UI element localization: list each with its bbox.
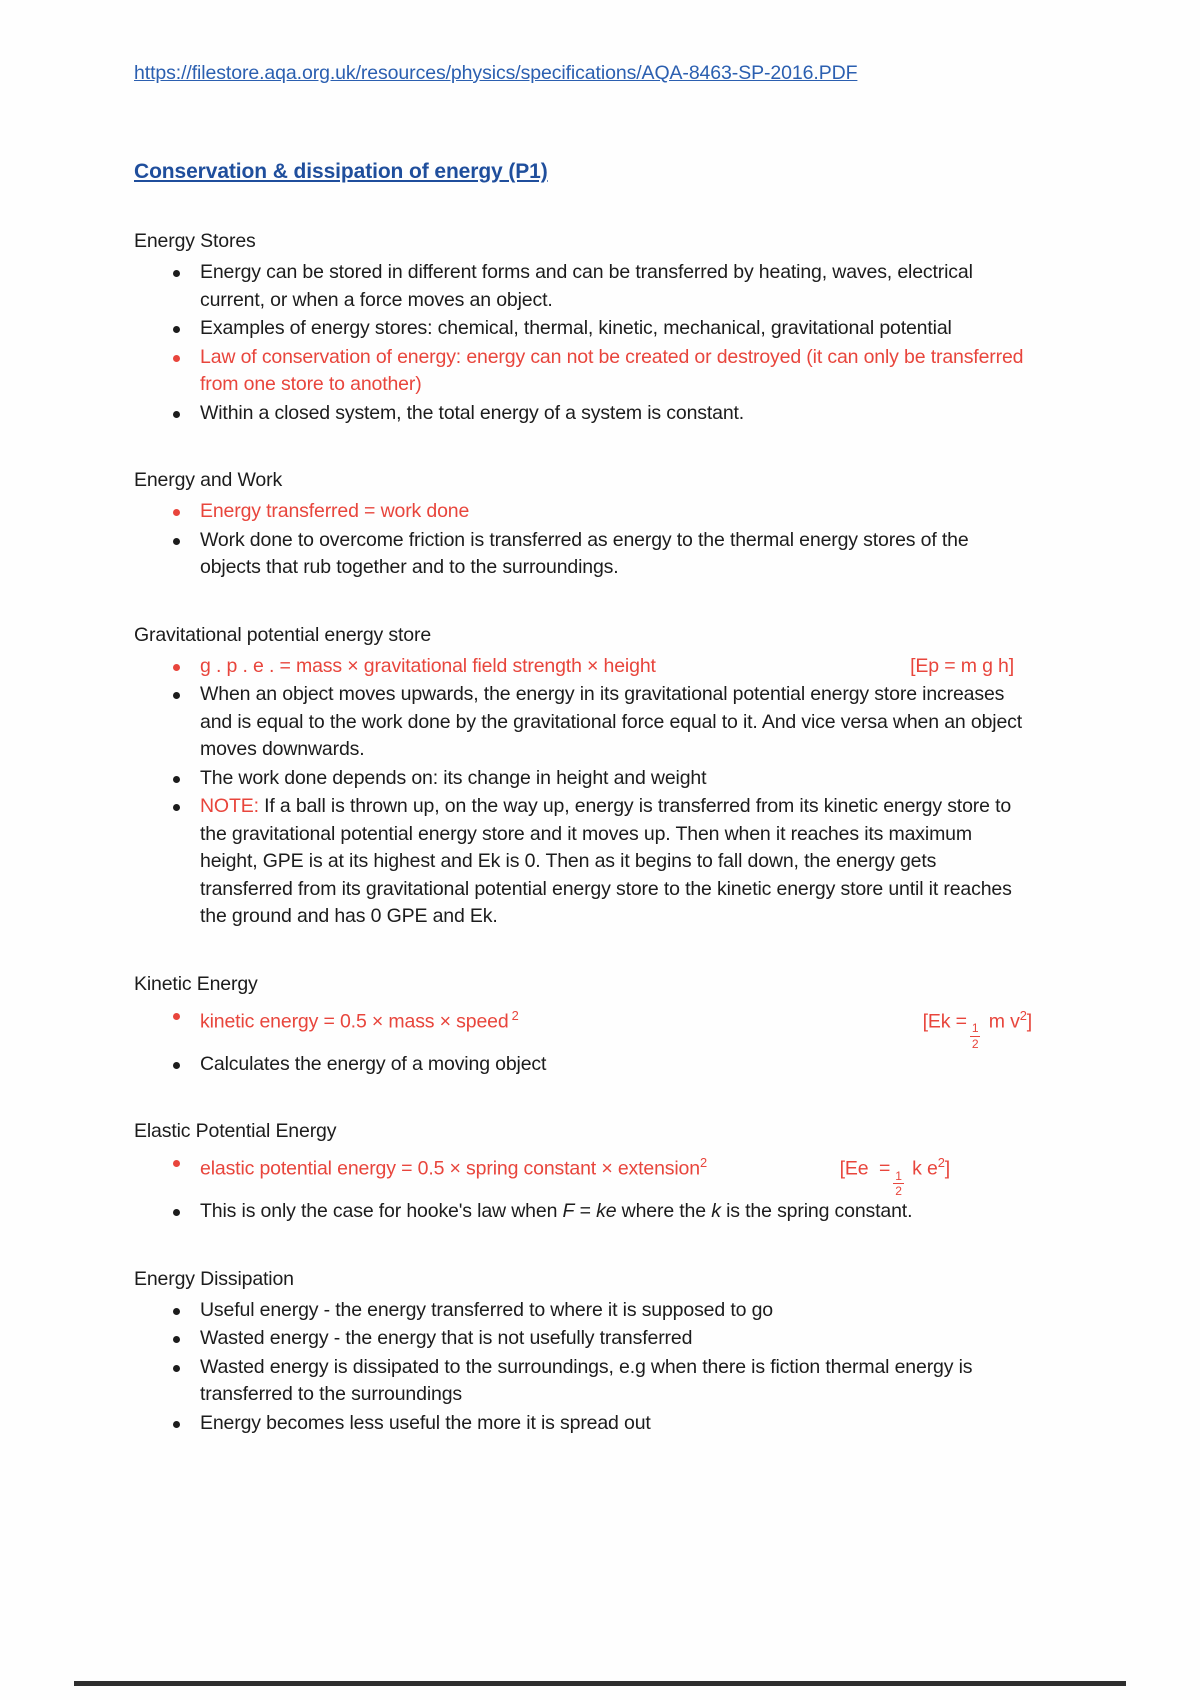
list-item: Energy transferred = work done (134, 498, 1034, 526)
text-run: is the spring constant. (720, 1200, 913, 1223)
list-item: Energy can be stored in different forms and can be transferred by heating, waves, electrical current, or when a force moves an object. (134, 259, 1034, 314)
fraction-one-half (970, 1022, 981, 1049)
text-run: k (711, 1200, 721, 1223)
document-content (134, 60, 1034, 1437)
fraction-numerator: 1 (971, 1021, 979, 1036)
page-bottom-rule (74, 1681, 1126, 1686)
formula-description (200, 1002, 519, 1036)
formula-ek (923, 1002, 1034, 1050)
formula-open: [Ee (839, 1157, 869, 1180)
fraction-denominator: 2 (895, 1184, 902, 1199)
list-item: Work done to overcome friction is transferred as energy to the thermal energy stores of the objects that rub together and to the surroundings. (134, 527, 1034, 582)
fraction-one-half (893, 1170, 904, 1197)
note-text: If a ball is thrown up, on the way up, energy is transferred from its kinetic energy store to the gravitational potential energy store and it moves up. Then when it reaches its maximum height, GPE is at its highest and Ek is 0. Then as it begins to fall down, the energy gets transferred from its gravitational potential energy store to the kinetic energy store until it reaches the ground and has 0 GPE and Ek. (200, 795, 1012, 927)
formula-tail: k e (912, 1157, 938, 1180)
text-run: ke (596, 1200, 617, 1223)
section-heading-energy-and-work: Energy and Work (134, 469, 283, 491)
formula-close: ] (944, 1157, 950, 1180)
formula-ep: [Ep = m g h] (910, 654, 1014, 677)
list-item (134, 1198, 1034, 1226)
formula-text: elastic potential energy = 0.5 × spring constant × extension (200, 1157, 700, 1180)
bullet-list-elastic-potential-energy (134, 1149, 1034, 1226)
page-title: Conservation & dissipation of energy (P1) (134, 160, 548, 183)
exponent: 2 (511, 1007, 519, 1023)
note-label: NOTE: (200, 795, 259, 817)
list-item: Within a closed system, the total energy of a system is constant. (134, 400, 1034, 428)
list-item (134, 1002, 1034, 1050)
formula-tail-exponent: 2 (937, 1155, 945, 1171)
text-run: This is only the case for hooke's law when (200, 1200, 563, 1223)
list-item (134, 1149, 1034, 1197)
text-run: where the (616, 1200, 712, 1223)
list-item: Energy becomes less useful the more it is spread out (134, 1410, 1034, 1438)
fraction-numerator: 1 (895, 1169, 902, 1184)
formula-open: [Ek = (922, 1010, 967, 1032)
formula-equals: = (879, 1157, 891, 1180)
bullet-list-kinetic-energy (134, 1002, 1034, 1079)
source-url-link[interactable]: https://filestore.aqa.org.uk/resources/physics/specifications/AQA-8463-SP-2016.PDF (134, 62, 858, 84)
list-item: The work done depends on: its change in height and weight (134, 765, 1034, 793)
list-item: Wasted energy - the energy that is not usefully transferred (134, 1325, 1034, 1353)
section-heading-gravitational-potential-energy-store: Gravitational potential energy store (134, 623, 432, 646)
list-item: Law of conservation of energy: energy can not be created or destroyed (it can only be transferred from one store to another) (134, 344, 1034, 399)
list-item: Useful energy - the energy transferred to where it is supposed to go (134, 1297, 1034, 1325)
formula-description (200, 1149, 707, 1183)
section-heading-energy-stores: Energy Stores (134, 230, 256, 252)
formula-tail-exponent: 2 (1019, 1007, 1027, 1023)
list-item (134, 653, 1034, 681)
text-run: F (562, 1200, 575, 1223)
bullet-list-energy-stores (134, 259, 1034, 427)
formula-description: g . p . e . = mass × gravitational field strength × height (200, 654, 656, 677)
list-item (134, 793, 1034, 931)
exponent: 2 (699, 1155, 707, 1171)
hooke-law-text (200, 1200, 912, 1222)
section-heading-elastic-potential-energy: Elastic Potential Energy (134, 1120, 337, 1143)
list-item: Calculates the energy of a moving object (134, 1051, 1034, 1079)
section-heading-kinetic-energy: Kinetic Energy (134, 972, 258, 995)
fraction-denominator: 2 (971, 1036, 979, 1051)
bullet-list-gravitational-potential-energy-store (134, 653, 1034, 931)
formula-ee (840, 1149, 1034, 1197)
text-run: = (574, 1200, 597, 1223)
formula-text: kinetic energy = 0.5 × mass × speed (200, 1010, 509, 1032)
formula-tail: m v (988, 1010, 1020, 1032)
formula-close: ] (1026, 1010, 1032, 1032)
list-item: Examples of energy stores: chemical, thermal, kinetic, mechanical, gravitational potential (134, 315, 1034, 343)
section-heading-energy-dissipation: Energy Dissipation (134, 1267, 294, 1290)
list-item: When an object moves upwards, the energy in its gravitational potential energy store increases and is equal to the work done by the gravitational force equal to it. And vice versa when an object moves downwards. (134, 681, 1034, 764)
bullet-list-energy-and-work (134, 498, 1034, 582)
bullet-list-energy-dissipation (134, 1297, 1034, 1438)
list-item: Wasted energy is dissipated to the surroundings, e.g when there is fiction thermal energy is transferred to the surroundings (134, 1354, 1034, 1409)
